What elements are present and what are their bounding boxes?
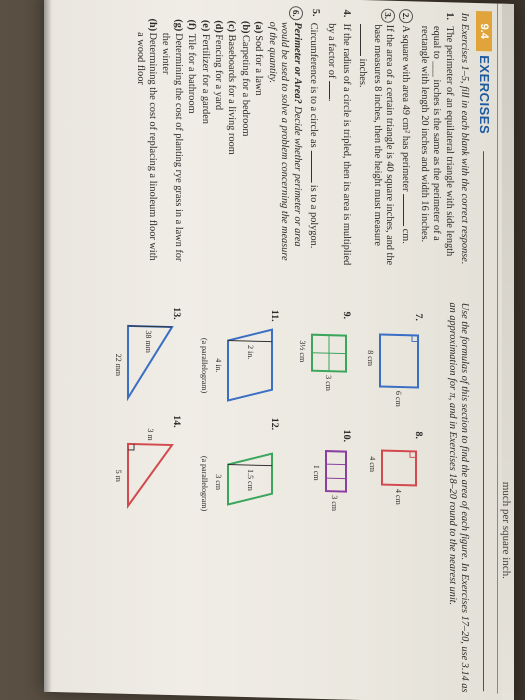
figure-8 (354, 430, 424, 512)
figure-number: 7. (413, 313, 424, 322)
item-text: Tile for a bathroom (186, 33, 198, 114)
triangle-shape (82, 305, 182, 418)
square-shape (354, 430, 424, 512)
answer-blank (329, 81, 339, 99)
width-label: 1 cm (312, 464, 321, 481)
figure-number: 11. (269, 309, 280, 322)
exercise-text: Circumference is to a circle as (307, 22, 319, 148)
triangle-shape (82, 413, 182, 526)
exercise-text: A square with area 49 cm² has perimeter (400, 25, 412, 192)
grid-line (326, 478, 346, 479)
exercise-4 (325, 9, 352, 272)
item-letter: (c) (226, 20, 238, 33)
triangle-red (128, 444, 172, 507)
rect-red (382, 451, 416, 486)
exercise-2 (399, 11, 413, 273)
figure-12 (190, 416, 280, 528)
item-letter: (b) (239, 20, 251, 34)
exercise-6-item (185, 19, 197, 267)
exercise-number: 4. (340, 9, 352, 18)
item-text: Fencing for a yard (213, 34, 225, 111)
height-label: 6 cm (394, 390, 403, 407)
figure-number: 12. (269, 417, 280, 431)
base-label: 4 in. (214, 358, 223, 373)
exercise-3 (356, 10, 395, 273)
exercise-number: 1. (443, 12, 455, 21)
exercise-number (381, 11, 395, 23)
figure-caption: (a parallelogram) (200, 455, 209, 512)
exercise-6-item (212, 20, 224, 268)
figure-number: 13. (171, 307, 182, 320)
exercise-6 (133, 4, 302, 270)
running-head: much per square inch. (500, 481, 512, 580)
section-title: EXERCISES (477, 55, 492, 135)
item-letter: (e) (199, 19, 211, 32)
figure-number: 10. (341, 429, 352, 443)
height-line (228, 341, 272, 342)
exercise-number: 5. (309, 8, 321, 17)
figure-caption: (a parallelogram) (200, 337, 209, 394)
base-label: 5 m (114, 469, 123, 482)
parallelogram-blue (228, 329, 272, 402)
exercise-number (288, 8, 302, 20)
height-label: 4 cm (394, 488, 403, 505)
item-letter: (f) (186, 19, 198, 31)
exercise-text: If the area of a certain triangle is 40 square inches, and the base measures 8 inches, then the height must measure (371, 24, 395, 266)
left-column (129, 4, 470, 275)
width-label: 8 cm (366, 350, 375, 367)
exercise-6-item (133, 18, 158, 267)
height-line (228, 465, 272, 466)
answer-blank (403, 194, 413, 226)
width-label: 3½ cm (298, 340, 307, 363)
item-text: Baseboards for a living room (226, 34, 238, 155)
item-text: Fertilizer for a garden (199, 33, 211, 125)
width-label: 4 cm (368, 456, 377, 473)
textbook-page (44, 0, 514, 700)
item-text: Carpeting for a bedroom (239, 34, 251, 137)
page-gutter-shadow (44, 0, 52, 692)
answer-blank (360, 24, 370, 56)
section-tag: 9.4 (476, 11, 492, 51)
exercise-text-end: inches. (357, 58, 369, 88)
exercise-5 (307, 9, 321, 271)
right-column (114, 302, 470, 695)
figure-number: 9. (341, 311, 352, 320)
height-label: 3 m (146, 428, 155, 441)
exercise-6-item (159, 19, 184, 268)
height-label: 2 in. (246, 344, 255, 360)
exercise-number (399, 11, 413, 23)
exercise-6-items (133, 18, 264, 269)
exercise-6-item (252, 21, 264, 269)
item-letter: (a) (253, 21, 265, 34)
height-label: 38 mm (144, 330, 153, 353)
rectangle-shape (282, 310, 352, 402)
item-letter: (g) (172, 19, 184, 32)
header-rule (497, 4, 498, 694)
exercise-1 (417, 11, 454, 274)
figure-11 (190, 308, 280, 420)
circled-number: 3. (381, 9, 395, 23)
circled-number: 6. (289, 6, 303, 20)
exercise-6-text: Decide whether perimeter or area would be used to solve a problem concerning the measure of the quantity. (266, 21, 303, 261)
grid-line (326, 464, 346, 465)
figure-14 (82, 413, 182, 526)
height-label: 3 cm (330, 495, 339, 512)
figure-13 (82, 305, 182, 418)
exercise-6-item (239, 21, 251, 269)
page-top-edge (502, 4, 514, 700)
circled-number: 2. (399, 9, 413, 23)
exercise-text-end: . (326, 98, 338, 102)
item-text: Sod for a lawn (253, 35, 265, 96)
rect-blue (380, 334, 418, 387)
instructions-area: Use the formulas of this section to find the area of each figure. In Exercises 17–20, use 3.14 as an approximation for π, and in Exercises 18–20 round to the nearest unit. (446, 302, 470, 693)
figure-9 (282, 310, 352, 402)
figure-10 (282, 428, 352, 510)
exercise-text-end: is to a polygon. (307, 184, 319, 249)
exercise-text: The perimeter of an equilateral triangle with side length equal to ___ inches is the same as the perimeter of a rectangle with length 20 inches and width 16 inches. (418, 25, 455, 257)
exercise-text: If the radius of a circle is tripled, then its area is multiplied by a factor of (326, 23, 352, 266)
answer-blank (311, 150, 321, 182)
rect-purple (326, 451, 346, 492)
exercise-text-end: cm. (400, 228, 412, 244)
height-label: 1.5 cm (246, 468, 255, 491)
item-letter: (h) (147, 18, 159, 32)
section-rule (483, 151, 484, 691)
height-label: 3 cm (324, 375, 333, 392)
figure-7 (354, 312, 424, 407)
item-text: Determining the cost of replacing a linoleum floor with a wood floor (134, 32, 159, 261)
figure-number: 8. (413, 431, 424, 440)
exercise-6-title: Perimeter or Area? (291, 22, 303, 104)
item-text: Determining the cost of planting rye grass in a lawn for the winter (160, 32, 184, 262)
exercise-6-item (198, 20, 210, 268)
instructions-1-5: In Exercises 1–5, fill in each blank with the correct response. (459, 12, 470, 265)
base-label: 3 cm (214, 474, 223, 491)
figure-number: 14. (171, 415, 182, 428)
item-letter: (d) (213, 20, 225, 34)
base-label: 22 mm (114, 353, 123, 377)
exercise-6-item (225, 20, 237, 268)
